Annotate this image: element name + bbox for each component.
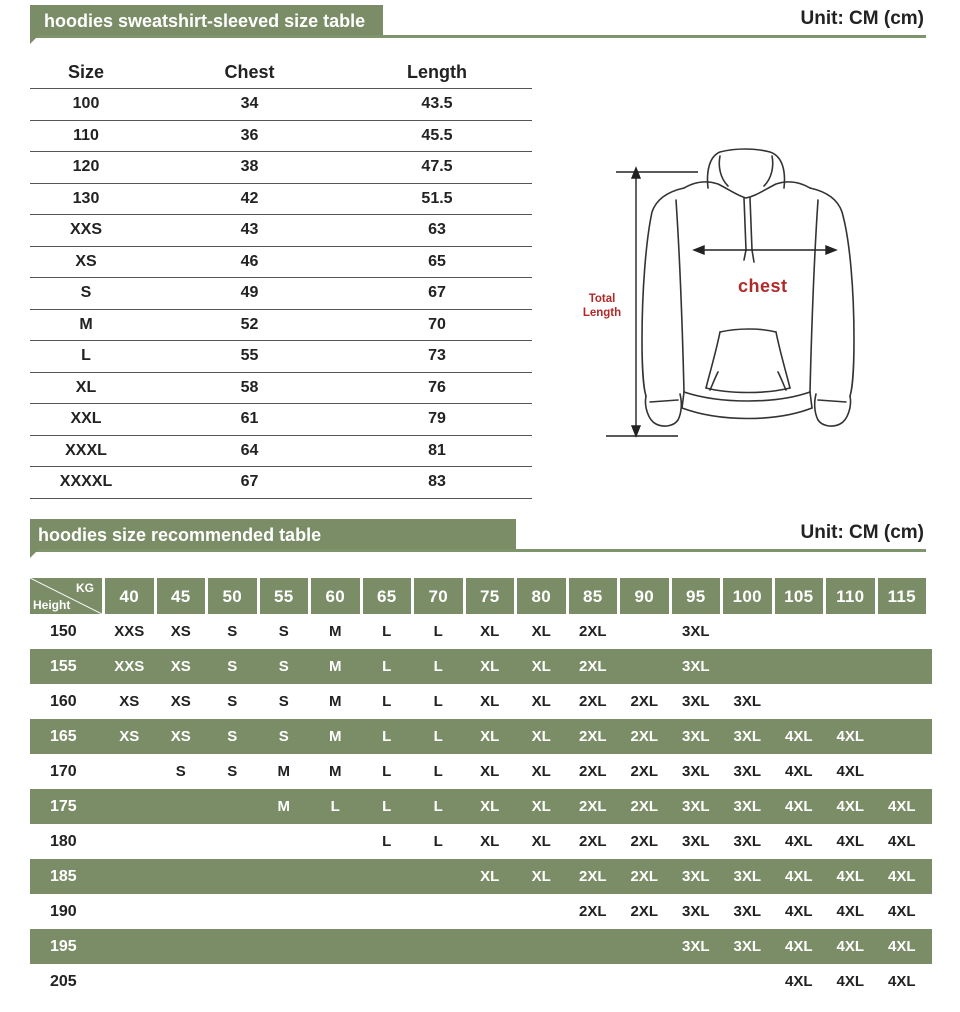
size-recommendation-cell: M <box>329 728 342 745</box>
weight-header-cell: 95 <box>672 578 721 614</box>
weight-header-row <box>30 578 932 614</box>
size-recommendation-cell: L <box>433 658 443 675</box>
size-recommendation-cell: XXS <box>114 658 145 675</box>
size-recommendation-cell: XS <box>170 623 191 640</box>
size-recommendation-cell: 4XL <box>784 763 813 780</box>
size-recommendation-cell: XL <box>531 798 551 815</box>
height-cell: 170 <box>50 762 77 780</box>
size-recommendation-cell: XL <box>480 868 500 885</box>
height-cell: 180 <box>50 832 77 850</box>
size-recommendation-cell: XS <box>170 693 191 710</box>
size-recommendation-cell: 3XL <box>681 763 710 780</box>
size-cell: XXXL <box>65 441 107 459</box>
size-recommendation-cell: L <box>382 623 392 640</box>
hoodie-diagram <box>570 140 900 450</box>
chest-cell: 42 <box>240 189 259 207</box>
size-cell: 100 <box>72 95 100 113</box>
size-recommendation-cell: XL <box>480 693 500 710</box>
size-recommendation-cell: 4XL <box>836 938 864 955</box>
size-recommendation-cell: 3XL <box>681 798 710 815</box>
size-cell: XXL <box>70 410 102 428</box>
size-recommendation-cell: 4XL <box>836 833 864 850</box>
size-recommendation-cell: 4XL <box>836 728 864 745</box>
size-recommendation-cell: M <box>277 798 290 815</box>
weight-header-cell: 50 <box>208 578 257 614</box>
size-recommendation-cell: S <box>227 623 238 640</box>
chest-cell: 61 <box>240 410 259 428</box>
weight-header-cell: 70 <box>414 578 463 614</box>
size-recommendation-cell: 4XL <box>887 938 916 955</box>
size-recommendation-cell: M <box>277 763 290 780</box>
size-recommendation-cell: 3XL <box>733 728 761 745</box>
size-recommendation-cell: 4XL <box>784 938 813 955</box>
size-recommendation-cell: 4XL <box>784 868 813 885</box>
weight-header-cell: 85 <box>569 578 618 614</box>
size-recommendation-cell: 4XL <box>784 833 813 850</box>
table-row <box>30 121 532 153</box>
size-recommendation-cell: 2XL <box>578 658 607 675</box>
table-row <box>30 894 932 929</box>
size-cell: XXS <box>69 221 102 239</box>
table-row <box>30 373 532 405</box>
size-recommendation-cell: L <box>433 728 443 745</box>
size-recommendation-cell: 3XL <box>681 693 710 710</box>
size-table-unit: Unit: CM (cm) <box>800 8 924 29</box>
size-recommendation-cell: 3XL <box>733 798 761 815</box>
table-row <box>30 684 932 719</box>
size-recommendation-cell: 3XL <box>733 833 761 850</box>
length-cell: 83 <box>428 473 446 491</box>
size-recommendation-cell: XL <box>531 868 551 885</box>
size-recommendation-cell: L <box>433 763 443 780</box>
table-row <box>30 614 932 649</box>
height-cell: 155 <box>50 657 77 675</box>
size-recommendation-cell: L <box>382 833 392 850</box>
weight-header-cell: 55 <box>260 578 309 614</box>
size-recommendation-cell: XS <box>119 693 140 710</box>
size-recommendation-cell: S <box>227 763 238 780</box>
weight-header-cell: 90 <box>620 578 669 614</box>
size-recommendation-cell: S <box>227 693 238 710</box>
height-cell: 185 <box>50 867 77 885</box>
size-recommendation-cell: S <box>278 693 289 710</box>
weight-header-cell: 60 <box>311 578 360 614</box>
length-cell: 43.5 <box>421 95 453 113</box>
size-recommendation-cell: 2XL <box>578 763 607 780</box>
length-cell: 63 <box>428 221 446 239</box>
size-recommendation-cell: L <box>382 658 392 675</box>
height-cell: 175 <box>50 797 77 815</box>
size-recommendation-cell: 3XL <box>733 763 761 780</box>
length-cell: 45.5 <box>421 126 453 144</box>
size-recommendation-cell: 3XL <box>733 868 761 885</box>
size-recommendation-cell: 3XL <box>681 658 710 675</box>
size-recommendation-cell: M <box>329 693 342 710</box>
size-table-header <box>30 5 926 38</box>
recommended-table-body <box>30 614 932 999</box>
size-recommendation-cell: 2XL <box>578 833 607 850</box>
col-size-header: Size <box>67 61 105 82</box>
size-cell: 120 <box>72 158 100 176</box>
table-row <box>30 184 532 216</box>
chest-cell: 36 <box>240 126 259 144</box>
size-recommendation-cell: 3XL <box>681 868 710 885</box>
recommended-table-header <box>30 519 926 552</box>
size-recommendation-cell: 2XL <box>630 798 658 815</box>
length-cell: 65 <box>428 252 446 270</box>
size-recommendation-cell: 2XL <box>630 868 658 885</box>
table-row <box>30 859 932 894</box>
height-cell: 205 <box>50 972 77 990</box>
size-recommendation-cell: 3XL <box>681 903 710 920</box>
length-cell: 79 <box>428 410 446 428</box>
length-cell: 70 <box>428 315 446 333</box>
height-cell: 165 <box>50 727 77 745</box>
size-recommendation-cell: XL <box>531 693 551 710</box>
size-recommendation-cell: 3XL <box>681 833 710 850</box>
kg-label: KG <box>76 581 94 595</box>
size-recommendation-cell: XL <box>480 763 500 780</box>
size-recommendation-cell: XS <box>170 728 191 745</box>
size-recommendation-cell: 4XL <box>887 798 916 815</box>
table-row <box>30 278 532 310</box>
height-cell: 160 <box>50 692 77 710</box>
size-recommendation-cell: 2XL <box>630 763 658 780</box>
size-recommendation-cell: 3XL <box>681 728 710 745</box>
size-recommendation-cell: 3XL <box>733 938 761 955</box>
weight-header-cell: 80 <box>517 578 566 614</box>
weight-header-cell: 100 <box>723 578 772 614</box>
weight-header-cell: 75 <box>466 578 515 614</box>
weight-header-cell: 65 <box>363 578 412 614</box>
table-row <box>30 789 932 824</box>
size-recommendation-cell: 2XL <box>578 693 607 710</box>
size-recommendation-cell: M <box>329 763 342 780</box>
table-row <box>30 341 532 373</box>
size-recommendation-cell: 2XL <box>630 903 658 920</box>
length-cell: 67 <box>428 284 446 302</box>
table-row <box>30 719 932 754</box>
size-recommendation-cell: 4XL <box>887 833 916 850</box>
size-recommendation-cell: XL <box>531 658 551 675</box>
size-recommendation-cell: L <box>433 798 443 815</box>
size-recommendation-cell: 2XL <box>630 833 658 850</box>
size-cell: L <box>81 347 91 365</box>
size-recommendation-cell: 3XL <box>681 938 710 955</box>
size-recommendation-cell: 3XL <box>681 623 710 640</box>
size-recommendation-cell: M <box>329 623 342 640</box>
chest-cell: 55 <box>240 347 259 365</box>
height-cell: 195 <box>50 937 77 955</box>
size-recommendation-cell: 4XL <box>836 973 864 990</box>
chest-label: chest <box>738 276 788 296</box>
chest-cell: 49 <box>240 284 259 302</box>
size-recommendation-cell: S <box>278 658 289 675</box>
chest-cell: 34 <box>240 95 259 113</box>
size-recommendation-cell: L <box>382 693 392 710</box>
recommended-table-unit: Unit: CM (cm) <box>800 522 924 543</box>
chest-cell: 67 <box>240 473 259 491</box>
table-row <box>30 152 532 184</box>
size-recommendation-cell: XL <box>531 728 551 745</box>
size-recommendation-cell: L <box>382 798 392 815</box>
height-cell: 150 <box>50 622 77 640</box>
weight-header-cell: 105 <box>775 578 824 614</box>
size-recommendation-cell: 4XL <box>836 763 864 780</box>
size-recommendation-cell: XL <box>480 833 500 850</box>
size-cell: S <box>80 284 92 302</box>
chest-cell: 64 <box>240 441 259 459</box>
size-recommendation-cell: L <box>433 833 443 850</box>
weight-header-cell: 115 <box>878 578 927 614</box>
chest-cell: 38 <box>240 158 259 176</box>
size-recommendation-cell: 4XL <box>836 868 864 885</box>
size-recommendation-cell: XXS <box>114 623 145 640</box>
length-cell: 47.5 <box>421 158 453 176</box>
size-cell: 110 <box>73 126 99 144</box>
size-recommendation-cell: 3XL <box>733 693 761 710</box>
size-recommendation-cell: XS <box>119 728 140 745</box>
size-recommendation-cell: XL <box>480 728 500 745</box>
size-recommendation-cell: L <box>330 798 340 815</box>
size-recommendation-cell: L <box>382 763 392 780</box>
table-row <box>30 964 932 999</box>
length-cell: 81 <box>428 441 446 459</box>
size-recommendation-cell: XL <box>531 763 551 780</box>
size-recommendation-cell: 4XL <box>784 973 813 990</box>
table-row <box>30 467 532 499</box>
size-recommendation-cell: S <box>278 728 289 745</box>
size-recommendation-cell: L <box>433 693 443 710</box>
size-recommendation-cell: S <box>278 623 289 640</box>
table-row <box>30 929 932 964</box>
size-cell: XS <box>75 252 97 270</box>
size-recommendation-cell: XL <box>480 658 500 675</box>
size-table-body <box>30 89 532 499</box>
size-recommendation-cell: M <box>329 658 342 675</box>
length-cell: 73 <box>428 347 446 365</box>
size-table-title: hoodies sweatshirt-sleeved size table <box>30 5 383 35</box>
size-recommendation-cell: 4XL <box>784 798 813 815</box>
size-table <box>30 56 532 499</box>
length-cell: 76 <box>428 378 446 396</box>
height-label: Height <box>33 598 71 612</box>
table-row <box>30 436 532 468</box>
size-recommendation-cell: 2XL <box>578 903 607 920</box>
chest-cell: 46 <box>240 252 259 270</box>
weight-header-cell: 110 <box>826 578 875 614</box>
col-chest-header: Chest <box>224 61 275 82</box>
size-recommendation-cell: 4XL <box>784 903 813 920</box>
chest-cell: 52 <box>240 315 259 333</box>
height-cell: 190 <box>50 902 77 920</box>
chest-cell: 43 <box>240 221 259 239</box>
table-row <box>30 310 532 342</box>
size-recommendation-cell: 4XL <box>836 903 864 920</box>
size-recommendation-cell: XL <box>531 833 551 850</box>
size-recommendation-cell: 4XL <box>887 973 916 990</box>
table-row <box>30 404 532 436</box>
col-length-header: Length <box>407 61 467 82</box>
size-recommendation-cell: XL <box>480 623 500 640</box>
table-row <box>30 89 532 121</box>
size-recommendation-cell: 3XL <box>733 903 761 920</box>
size-recommendation-cell: 2XL <box>630 693 658 710</box>
size-recommendation-cell: L <box>433 623 443 640</box>
weight-header-cell: 40 <box>105 578 154 614</box>
size-recommendation-cell: 4XL <box>836 798 864 815</box>
size-recommendation-cell: 2XL <box>630 728 658 745</box>
size-recommendation-cell: 2XL <box>578 868 607 885</box>
corner-cell <box>30 578 102 614</box>
size-recommendation-cell: 2XL <box>578 728 607 745</box>
size-cell: XXXXL <box>59 473 113 491</box>
table-row <box>30 824 932 859</box>
size-cell: M <box>79 315 93 333</box>
size-recommendation-cell: L <box>382 728 392 745</box>
size-cell: XL <box>75 378 97 396</box>
chest-cell: 58 <box>240 378 259 396</box>
total-length-label: Total Length <box>582 293 622 319</box>
size-recommendation-cell: 2XL <box>578 623 607 640</box>
size-table-header-row <box>30 56 532 89</box>
recommended-table-title: hoodies size recommended table <box>30 519 516 549</box>
size-recommendation-cell: 4XL <box>887 868 916 885</box>
size-recommendation-cell: 2XL <box>578 798 607 815</box>
size-recommendation-cell: 4XL <box>784 728 813 745</box>
size-recommendation-cell: XL <box>480 798 500 815</box>
table-row <box>30 649 932 684</box>
table-row <box>30 754 932 789</box>
table-row <box>30 215 532 247</box>
table-row <box>30 247 532 279</box>
weight-header-cell: 45 <box>157 578 206 614</box>
size-recommendation-cell: S <box>227 728 238 745</box>
size-recommendation-cell: S <box>175 763 186 780</box>
size-recommendation-cell: 4XL <box>887 903 916 920</box>
size-recommendation-cell: S <box>227 658 238 675</box>
size-recommendation-cell: XL <box>531 623 551 640</box>
size-cell: 130 <box>72 189 100 207</box>
length-cell: 51.5 <box>421 189 453 207</box>
recommended-table <box>30 578 932 999</box>
size-recommendation-cell: XS <box>170 658 191 675</box>
